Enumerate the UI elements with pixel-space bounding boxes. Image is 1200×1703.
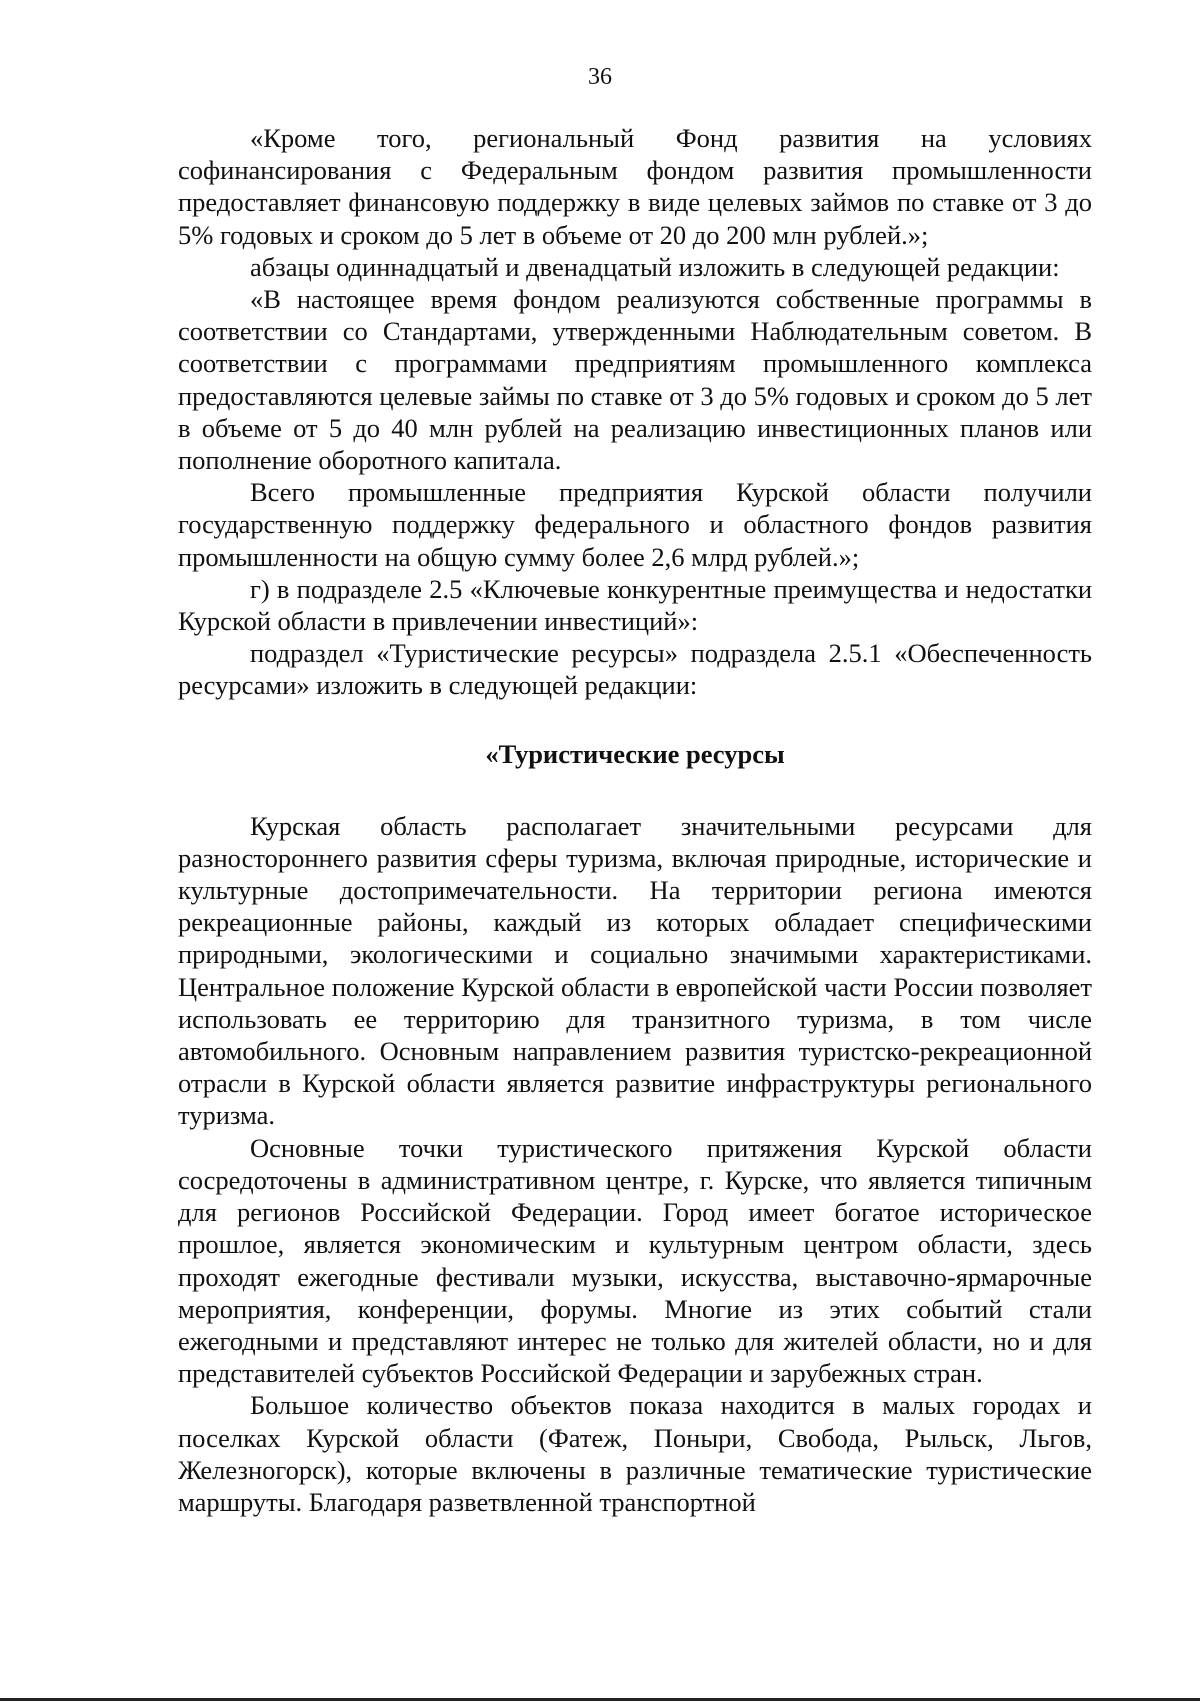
paragraph-tourist-attractions: Основные точки туристического притяжения Курской области сосредоточены в административном центре, г. Курске, что является типичным для регионов Российской Федерации. Город имеет богатое историческое прошлое, является экономическим и культурным центром области, здесь проходят ежегодные фестивали музыки, искусства, выставочно-ярмарочные мероприятия, конференции, форумы. Многие из этих событий стали ежегодными и представляют интерес не только для жителей области, но и для представителей субъектов Российской Федерации и зарубежных стран. <box>178 1132 1092 1389</box>
document-body <box>178 122 1092 1518</box>
page-bottom-edge <box>0 1698 1200 1701</box>
paragraph-fund-support: «Кроме того, региональный Фонд развития на условиях софинансирования с Федеральным фондом развития промышленности предоставляет финансовую поддержку в виде целевых займов по ставке от 3 до 5% годовых и сроком до 5 лет в объеме от 20 до 200 млн рублей.»; <box>178 123 1092 250</box>
paragraph-small-towns: Большое количество объектов показа находится в малых городах и поселках Курской области (Фатеж, Поныри, Свобода, Рыльск, Льгов, Железногорск), которые включены в различные тематические туристические маршруты. Благодаря разветвленной транспортной <box>178 1390 1092 1517</box>
paragraph-amendment-instruction: абзацы одиннадцатый и двенадцатый изложить в следующей редакции: <box>250 251 1060 282</box>
paragraph-tourism-resources: Курская область располагает значительными ресурсами для разностороннего развития сферы туризма, включая природные, исторические и культурные достопримечательности. На территории региона имеются рекреационные районы, каждый из которых обладает специфическими природными, экологическими и социально значимыми характеристиками. Центральное положение Курской области в европейской части России позволяет использовать ее территорию для транзитного туризма, в том числе автомобильного. Основным направлением развития туристско-рекреационной отрасли в Курской области является развитие инфраструктуры регионального туризма. <box>178 810 1092 1131</box>
page-number: 36 <box>588 64 612 90</box>
section-heading: «Туристические ресурсы <box>485 738 785 769</box>
paragraph-fund-programs: «В настоящее время фондом реализуются собственные программы в соответствии со Стандартами, утвержденными Наблюдательным советом. В соответствии с программами предприятиям промышленного комплекса предоставляются целевые займы по ставке от 3 до 5% годовых и сроком до 5 лет в объеме от 5 до 40 млн рублей на реализацию инвестиционных планов или пополнение оборотного капитала. <box>178 284 1092 476</box>
paragraph-subsection-tourism-instruction: подраздел «Туристические ресурсы» подраздела 2.5.1 «Обеспеченность ресурсами» изложить в следующей редакции: <box>178 638 1092 701</box>
paragraph-total-support: Всего промышленные предприятия Курской области получили государственную поддержку федерального и областного фондов развития промышленности на общую сумму более 2,6 млрд рублей.»; <box>178 477 1092 572</box>
paragraph-subsection-2-5: г) в подразделе 2.5 «Ключевые конкурентные преимущества и недостатки Курской области в привлечении инвестиций»: <box>178 573 1092 637</box>
